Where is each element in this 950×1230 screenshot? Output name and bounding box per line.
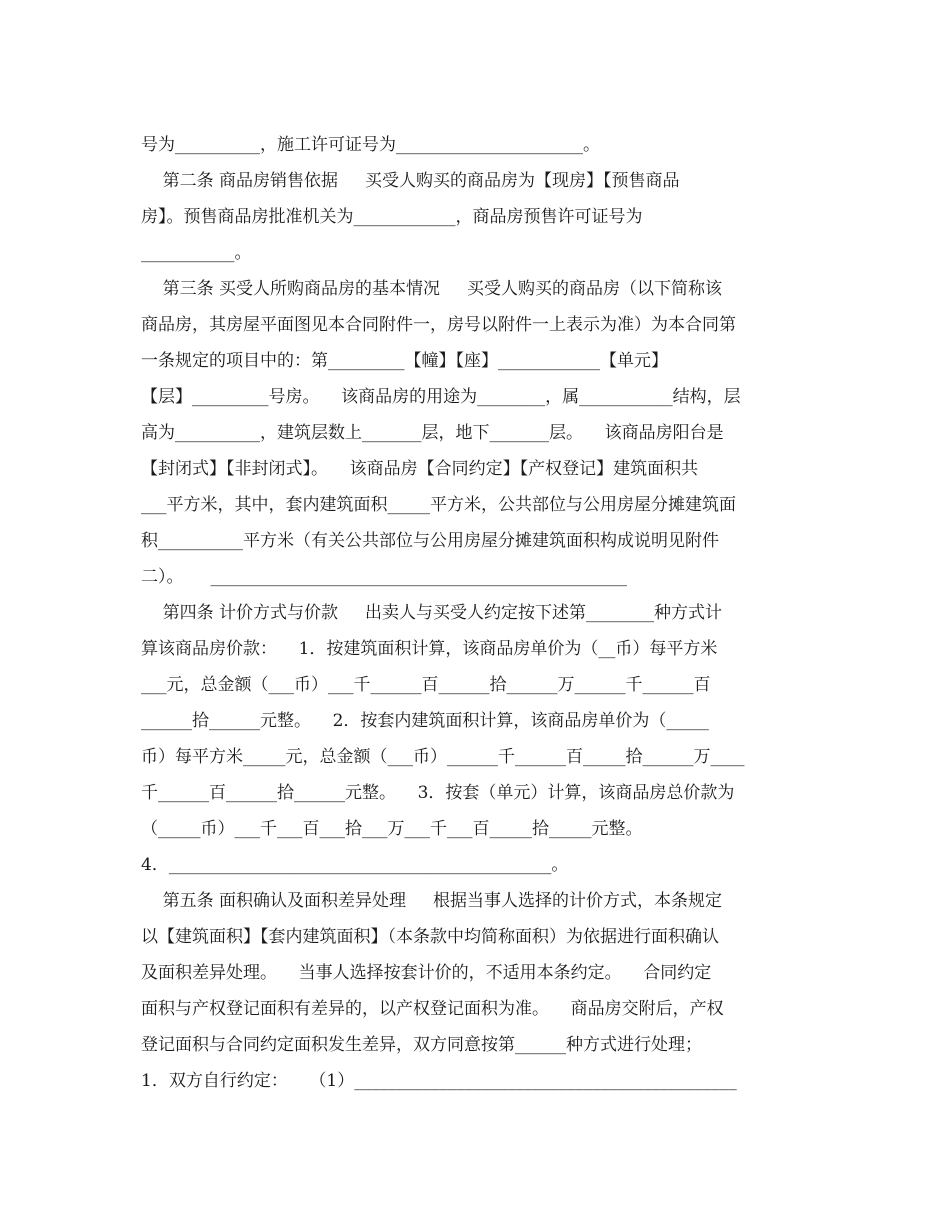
- text-line: 第二条 商品房销售依据 买受人购买的商品房为【现房】【预售商品: [141, 171, 680, 191]
- text-line: 房】。预售商品房批准机关为____________，商品房预售许可证号为: [141, 207, 643, 227]
- text-line: 第五条 面积确认及面积差异处理 根据当事人选择的计价方式，本条规定: [141, 891, 723, 911]
- text-line: 面积与产权登记面积有差异的，以产权登记面积为准。 商品房交附后，产权: [141, 999, 724, 1019]
- text-line: 商品房，其房屋平面图见本合同附件一，房号以附件一上表示为准）为本合同第: [141, 315, 736, 335]
- text-line: ___元，总金额（___币）___千______百______拾______万______千______百: [141, 675, 711, 695]
- text-line: 高为__________，建筑层数上_______层，地下_______层。 该商品房阳台是: [141, 423, 724, 443]
- text-line: ___平方米，其中，套内建筑面积_____平方米，公共部位与公用房屋分摊建筑面: [141, 495, 736, 515]
- text-line: 千______百______拾______元整。 3．按套（单元）计算，该商品房总价款为: [141, 783, 735, 803]
- text-line: ______拾______元整。 2．按套内建筑面积计算，该商品房单价为（_____: [141, 711, 709, 731]
- text-line: 登记面积与合同约定面积发生差异，双方同意按第______种方式进行处理；: [141, 1035, 702, 1055]
- text-line: 4．_____________________________________________。: [141, 855, 569, 875]
- text-line: 算该商品房价款： 1．按建筑面积计算，该商品房单价为（__币）每平方米: [141, 639, 718, 659]
- text-line: ___________。: [141, 243, 252, 263]
- text-line: 一条规定的项目中的：第_________【幢】【座】____________【单元】: [141, 351, 668, 371]
- text-line: 积__________平方米（有关公共部位与公用房屋分摊建筑面积构成说明见附件: [141, 531, 719, 551]
- text-line: 第四条 计价方式与价款 出卖人与买受人约定按下述第________种方式计: [141, 603, 723, 623]
- text-line: 及面积差异处理。 当事人选择按套计价的，不适用本条约定。 合同约定: [141, 963, 712, 983]
- text-line: 【层】_________号房。 该商品房的用途为________，属___________结构，层: [141, 387, 741, 407]
- text-line: 1．双方自行约定： （1）_____________________________________________: [141, 1071, 737, 1091]
- text-line: 号为__________，施工许可证号为______________________。: [141, 135, 600, 155]
- text-line: 二）。 _________________________________________________: [141, 567, 628, 587]
- text-line: （_____币）___千___百___拾___万___千___百_____拾_____元整。: [141, 819, 643, 839]
- text-line: 【封闭式】【非封闭式】。 该商品房【合同约定】【产权登记】建筑面积共: [141, 459, 699, 479]
- text-line: 第三条 买受人所购商品房的基本情况 买受人购买的商品房（以下简称该: [141, 279, 723, 299]
- text-line: 币）每平方米_____元，总金额（___币）______千______百_____拾______万____: [141, 747, 745, 767]
- contract-text: [141, 127, 806, 1099]
- text-line: 以【建筑面积】【套内建筑面积】（本条款中均简称面积）为依据进行面积确认: [141, 927, 719, 947]
